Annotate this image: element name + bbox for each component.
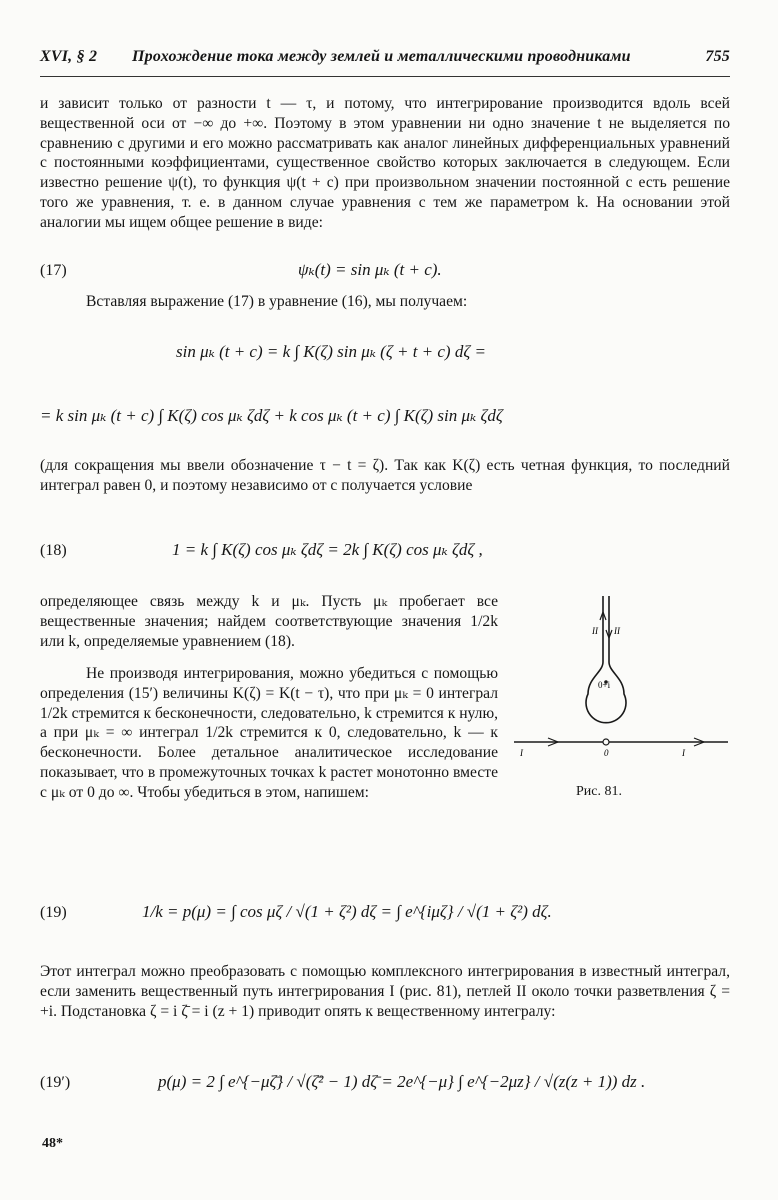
- section-number: XVI, § 2: [40, 48, 98, 65]
- equation-line-1: sin μₖ (t + c) = k ∫ K(ζ) sin μₖ (ζ + t + c) dζ =: [176, 342, 486, 361]
- eq18-label: (18): [40, 542, 67, 559]
- axis-label-right: I: [682, 748, 685, 758]
- point-label: 0+i: [598, 680, 611, 690]
- paragraph-6: Этот интеграл можно преобразовать с помощью комплексного интегрирования в известный интеграл, если заменить вещественный путь интегрирования I (рис. 81), петлей II около точки разветвления ζ = +i. Подстановка ζ = i ζ̄ = i (z + 1) приводит опять к вещественному интегралу:: [40, 963, 730, 1020]
- figure-81: [508, 590, 732, 810]
- eq17: ψₖ(t) = sin μₖ (t + c).: [298, 260, 442, 279]
- loop-label-right: II: [614, 626, 620, 636]
- figure-caption: Рис. 81.: [576, 784, 622, 799]
- header-divider: [40, 76, 730, 77]
- paragraph-2: Вставляя выражение (17) в уравнение (16), мы получаем:: [86, 293, 468, 310]
- branch-cut-loop-diagram: [508, 590, 732, 810]
- integration-loop: [586, 596, 626, 723]
- signature-mark: 48*: [42, 1136, 63, 1151]
- eq19-label: (19): [40, 904, 67, 921]
- eq18: 1 = k ∫ K(ζ) cos μₖ ζdζ = 2k ∫ K(ζ) cos μₖ ζdζ ,: [172, 540, 483, 559]
- eq17-label: (17): [40, 262, 67, 279]
- eq19p-label: (19′): [40, 1074, 71, 1091]
- paragraph-1: и зависит только от разности t — τ, и потому, что интегрирование производится вдоль всей вещественной оси от −∞ до +∞. Поэтому в этом уравнении ни одно значение t не выделяется по сравнению с другими и его можно рассматривать как аналог линейных дифференциальных уравнений с постоянными коэффициентами, существенное свойство которых заключается в следующем. Если известно решение ψ(t), то функция ψ(t + c) при произвольном значении постоянной c есть решение того же уравнения, т. е. в данном случае уравнения с тем же параметром k. На основании этой аналогии мы ищем общее решение в виде:: [40, 95, 730, 231]
- page-number: 755: [705, 48, 730, 65]
- axis-label-left: I: [520, 748, 523, 758]
- equation-line-2: = k sin μₖ (t + c) ∫ K(ζ) cos μₖ ζdζ + k cos μₖ (t + c) ∫ K(ζ) sin μₖ ζdζ: [40, 406, 503, 425]
- eq19: 1/k = p(μ) = ∫ cos μζ / √(1 + ζ²) dζ = ∫ e^{iμζ} / √(1 + ζ²) dζ.: [142, 902, 552, 921]
- running-title: Прохождение тока между землей и металлическими проводниками: [132, 48, 631, 65]
- running-header: [40, 44, 730, 72]
- paragraph-5: Не производя интегрирования, можно убедиться с помощью определения (15′) величины K(ζ) = K(t − τ), что при μₖ = 0 интеграл 1/2k стремится к бесконечности, следовательно, k стремится к нулю, а при μₖ = ∞ интеграл 1/2k стремится к 0, следовательно, k — к бесконечности. Более детальное аналитическое исследование показывает, что в промежуточных точках k растет монотонно вместе с μₖ от 0 до ∞. Чтобы убедиться в этом, напишем:: [40, 665, 498, 801]
- paragraph-3: (для сокращения мы ввели обозначение τ − t = ζ). Так как K(ζ) есть четная функция, то последний интеграл равен 0, и поэтому независимо от c получается условие: [40, 457, 730, 494]
- axis-label-origin: 0: [604, 748, 609, 758]
- origin-point: [603, 739, 609, 745]
- eq19-prime: p(μ) = 2 ∫ e^{−μζ̄} / √(ζ̄² − 1) dζ̄ = 2e^{−μ} ∫ e^{−2μz} / √(z(z + 1)) dz .: [158, 1072, 646, 1091]
- paragraph-4: определяющее связь между k и μₖ. Пусть μₖ пробегает все вещественные значения; найдем соответствующие значения 1/2k или k, определяемые уравнением (18).: [40, 593, 498, 650]
- loop-label-left: II: [592, 626, 598, 636]
